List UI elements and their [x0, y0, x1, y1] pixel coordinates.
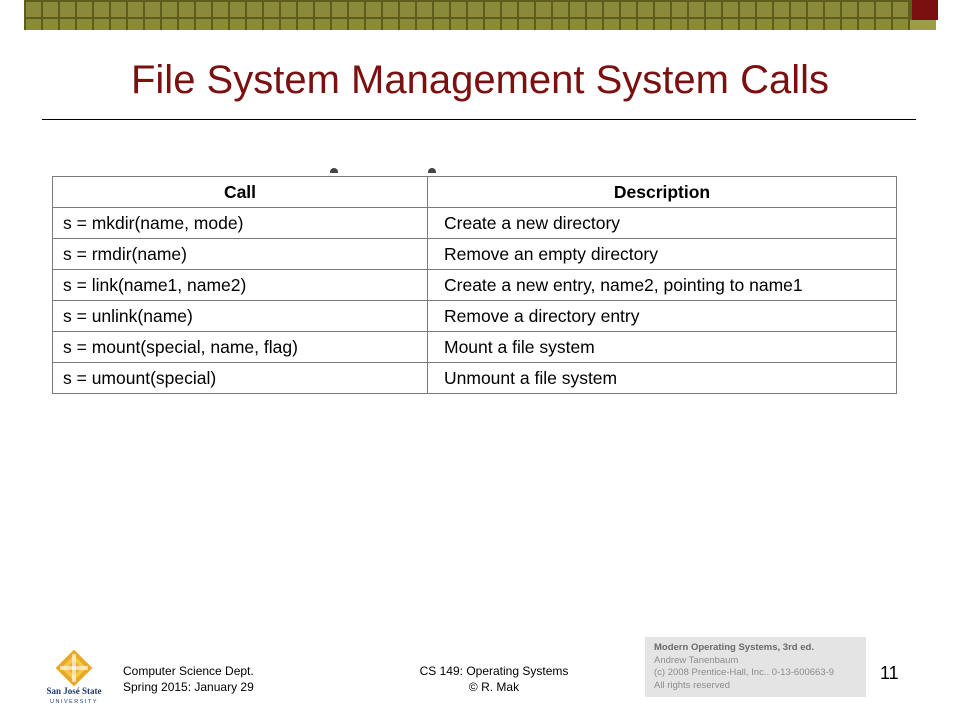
- call-cell: s = link(name1, name2): [53, 270, 428, 301]
- description-cell: Remove a directory entry: [428, 301, 897, 332]
- university-logo: [42, 650, 106, 706]
- call-cell: s = umount(special): [53, 363, 428, 394]
- call-cell: s = rmdir(name): [53, 239, 428, 270]
- call-cell: s = mount(special, name, flag): [53, 332, 428, 363]
- textbook-copyright-notice: [645, 637, 866, 697]
- footer-course-name: CS 149: Operating Systems: [419, 664, 569, 678]
- table-row: [53, 363, 897, 394]
- table-row: [53, 332, 897, 363]
- top-pattern-accent-lower: [910, 20, 936, 30]
- call-cell: s = mkdir(name, mode): [53, 208, 428, 239]
- copyright-book-title: Modern Operating Systems, 3rd ed.: [654, 642, 814, 653]
- title-divider: [42, 119, 916, 120]
- footer-course-info: [123, 663, 254, 695]
- san-jose-state-logo-icon: [42, 650, 106, 706]
- copyright-publisher: (c) 2008 Prentice-Hall, Inc.. 0-13-600663-9: [654, 667, 835, 678]
- table-row: [53, 270, 897, 301]
- table-row: [53, 239, 897, 270]
- table-header-row: [53, 177, 897, 208]
- column-header-call: Call: [53, 177, 428, 208]
- description-cell: Create a new directory: [428, 208, 897, 239]
- svg-text:UNIVERSITY: UNIVERSITY: [49, 699, 99, 705]
- description-cell: Create a new entry, name2, pointing to name1: [428, 270, 897, 301]
- top-decorative-pattern: [24, 0, 936, 30]
- description-cell: Unmount a file system: [428, 363, 897, 394]
- cropped-caption-remnant: [330, 163, 620, 173]
- footer-department: Computer Science Dept.: [123, 664, 254, 678]
- svg-text:San José State: San José State: [46, 686, 102, 696]
- column-header-description: Description: [428, 177, 897, 208]
- table-row: [53, 208, 897, 239]
- copyright-author: Andrew Tanenbaum: [654, 654, 739, 666]
- slide-title: File System Management System Calls: [130, 58, 829, 102]
- system-calls-table: [52, 176, 897, 394]
- footer-date: Spring 2015: January 29: [123, 680, 254, 694]
- description-cell: Mount a file system: [428, 332, 897, 363]
- copyright-rights: All rights reserved: [654, 679, 731, 691]
- call-cell: s = unlink(name): [53, 301, 428, 332]
- table-row: [53, 301, 897, 332]
- footer-author: © R. Mak: [468, 680, 520, 694]
- description-cell: Remove an empty directory: [428, 239, 897, 270]
- top-pattern-accent: [910, 0, 938, 20]
- slide-page-number: 11: [880, 663, 899, 683]
- footer-course-title: [406, 663, 582, 695]
